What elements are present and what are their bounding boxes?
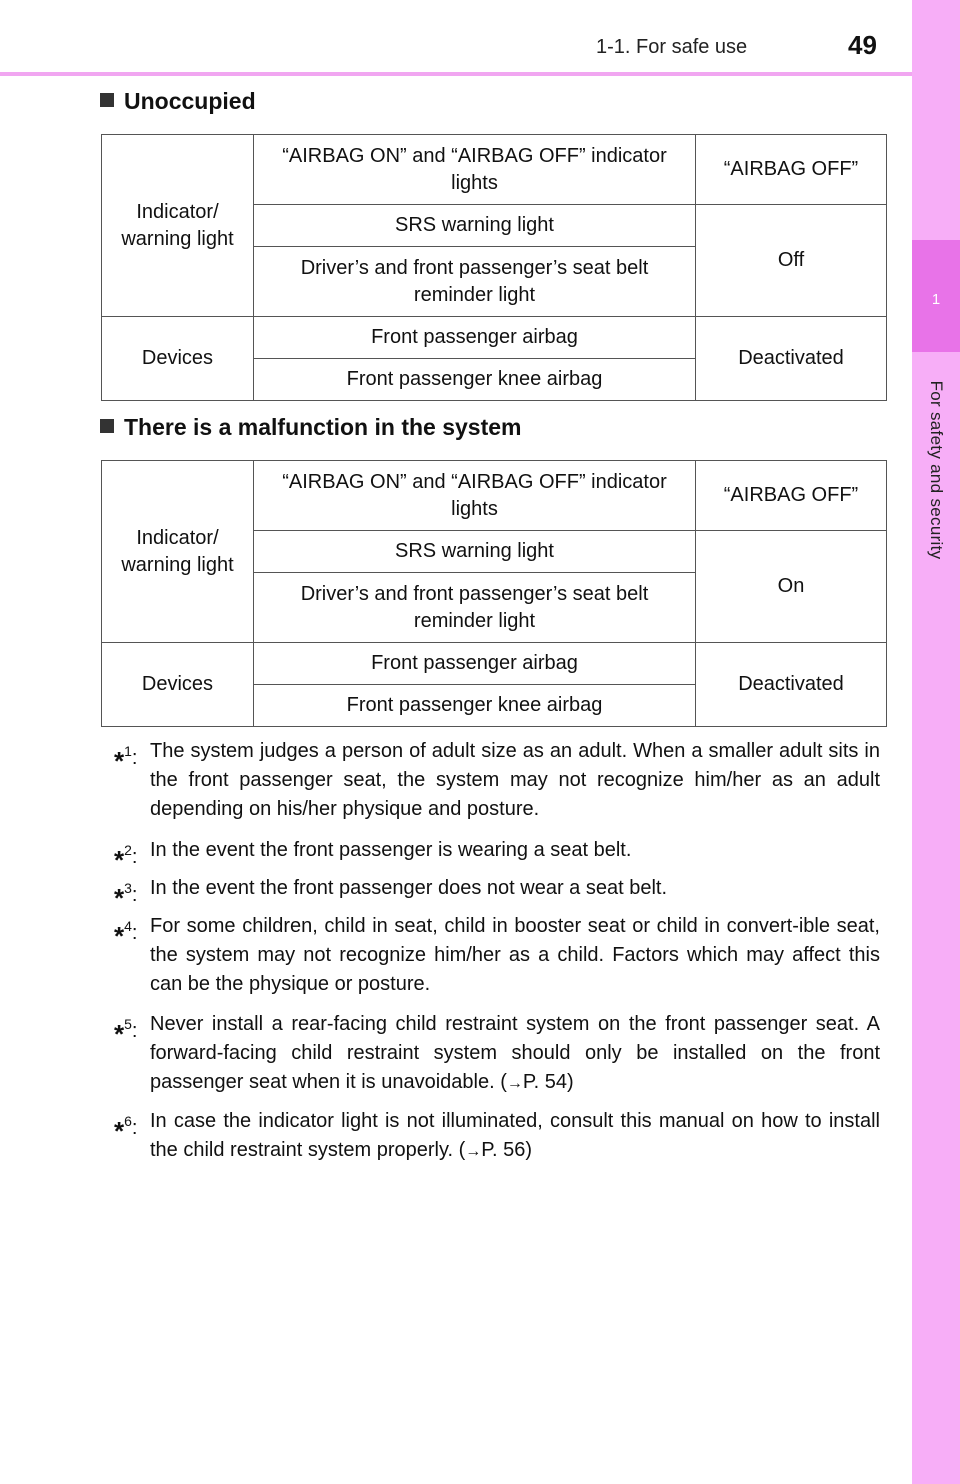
table-cell: Driver’s and front passenger’s seat belt reminder light bbox=[254, 247, 696, 317]
table-cell: “AIRBAG ON” and “AIRBAG OFF” indicator lights bbox=[254, 135, 696, 205]
footnote-marker: *$^5$: bbox=[114, 1016, 138, 1049]
footnote-marker: *$^6$: bbox=[114, 1113, 138, 1146]
footnote-2 bbox=[114, 836, 880, 875]
page-reference-link[interactable]: P. 56) bbox=[481, 1139, 533, 1161]
table-cell: Front passenger airbag bbox=[254, 643, 696, 685]
chapter-label: For safety and security bbox=[927, 380, 946, 560]
section-heading-malfunction: There is a malfunction in the system bbox=[100, 414, 522, 441]
footnote-marker: *$^1$: bbox=[114, 743, 138, 776]
footnote-text: For some children, child in seat, child in booster seat or child in convert-ible seat, the system may not recognize him/her as a child. Factors which may affect this can be the physique or posture. bbox=[150, 915, 880, 995]
table-cell-value: “AIRBAG OFF” bbox=[696, 135, 887, 205]
footnote-marker: *$^4$: bbox=[114, 918, 138, 951]
chapter-number: 1 bbox=[912, 240, 960, 352]
table-cell-group-label: Devices bbox=[102, 317, 254, 401]
table-cell-value: “AIRBAG OFF” bbox=[696, 461, 887, 531]
footnote-5 bbox=[114, 1010, 880, 1098]
footnote-6 bbox=[114, 1107, 880, 1166]
square-bullet-icon bbox=[100, 419, 114, 433]
table-cell-value: Off bbox=[696, 205, 887, 317]
footnote-3 bbox=[114, 874, 880, 913]
footnote-text: In the event the front passenger does not wear a seat belt. bbox=[150, 877, 668, 899]
page-reference-link[interactable]: P. 54) bbox=[522, 1071, 574, 1093]
footnote-marker: *$^3$: bbox=[114, 880, 138, 913]
section-heading-unoccupied: Unoccupied bbox=[100, 88, 256, 115]
footnote-4 bbox=[114, 912, 880, 999]
table-cell: Front passenger knee airbag bbox=[254, 685, 696, 727]
arrow-right-icon: → bbox=[506, 1075, 523, 1092]
table-cell: “AIRBAG ON” and “AIRBAG OFF” indicator lights bbox=[254, 461, 696, 531]
header-rule bbox=[0, 72, 912, 76]
square-bullet-icon bbox=[100, 93, 114, 107]
footnote-text: In case the indicator light is not illuminated, consult this manual on how to install the child restraint system properly. ( bbox=[150, 1110, 880, 1161]
table-cell-value: On bbox=[696, 531, 887, 643]
table-cell: SRS warning light bbox=[254, 531, 696, 573]
footnote-text: Never install a rear-facing child restraint system on the front passenger seat. A forward-facing child restraint system should only be installed on the front passenger seat when it is unavoidable. ( bbox=[150, 1013, 880, 1093]
table-cell-group-label: Devices bbox=[102, 643, 254, 727]
table-cell: SRS warning light bbox=[254, 205, 696, 247]
footnote-text: In the event the front passenger is wearing a seat belt. bbox=[150, 839, 632, 861]
page-number: 49 bbox=[848, 30, 877, 60]
status-table-malfunction bbox=[101, 460, 887, 727]
table-cell: Front passenger airbag bbox=[254, 317, 696, 359]
footnote-1 bbox=[114, 737, 880, 824]
table-cell: Driver’s and front passenger’s seat belt reminder light bbox=[254, 573, 696, 643]
section-title: 1-1. For safe use bbox=[596, 36, 748, 58]
status-table-unoccupied bbox=[101, 134, 887, 401]
arrow-right-icon: → bbox=[465, 1143, 482, 1160]
footnote-text: The system judges a person of adult size as an adult. When a smaller adult sits in the front passenger seat, the system may not recognize him/her as an adult depending on his/her physique and posture. bbox=[150, 740, 880, 820]
table-cell-group-label: Indicator/ warning light bbox=[102, 135, 254, 317]
table-cell: Front passenger knee airbag bbox=[254, 359, 696, 401]
table-cell-group-label: Indicator/ warning light bbox=[102, 461, 254, 643]
table-cell-value: Deactivated bbox=[696, 643, 887, 727]
chapter-side-tab bbox=[912, 0, 960, 1484]
table-cell-value: Deactivated bbox=[696, 317, 887, 401]
footnote-marker: *$^2$: bbox=[114, 842, 138, 875]
